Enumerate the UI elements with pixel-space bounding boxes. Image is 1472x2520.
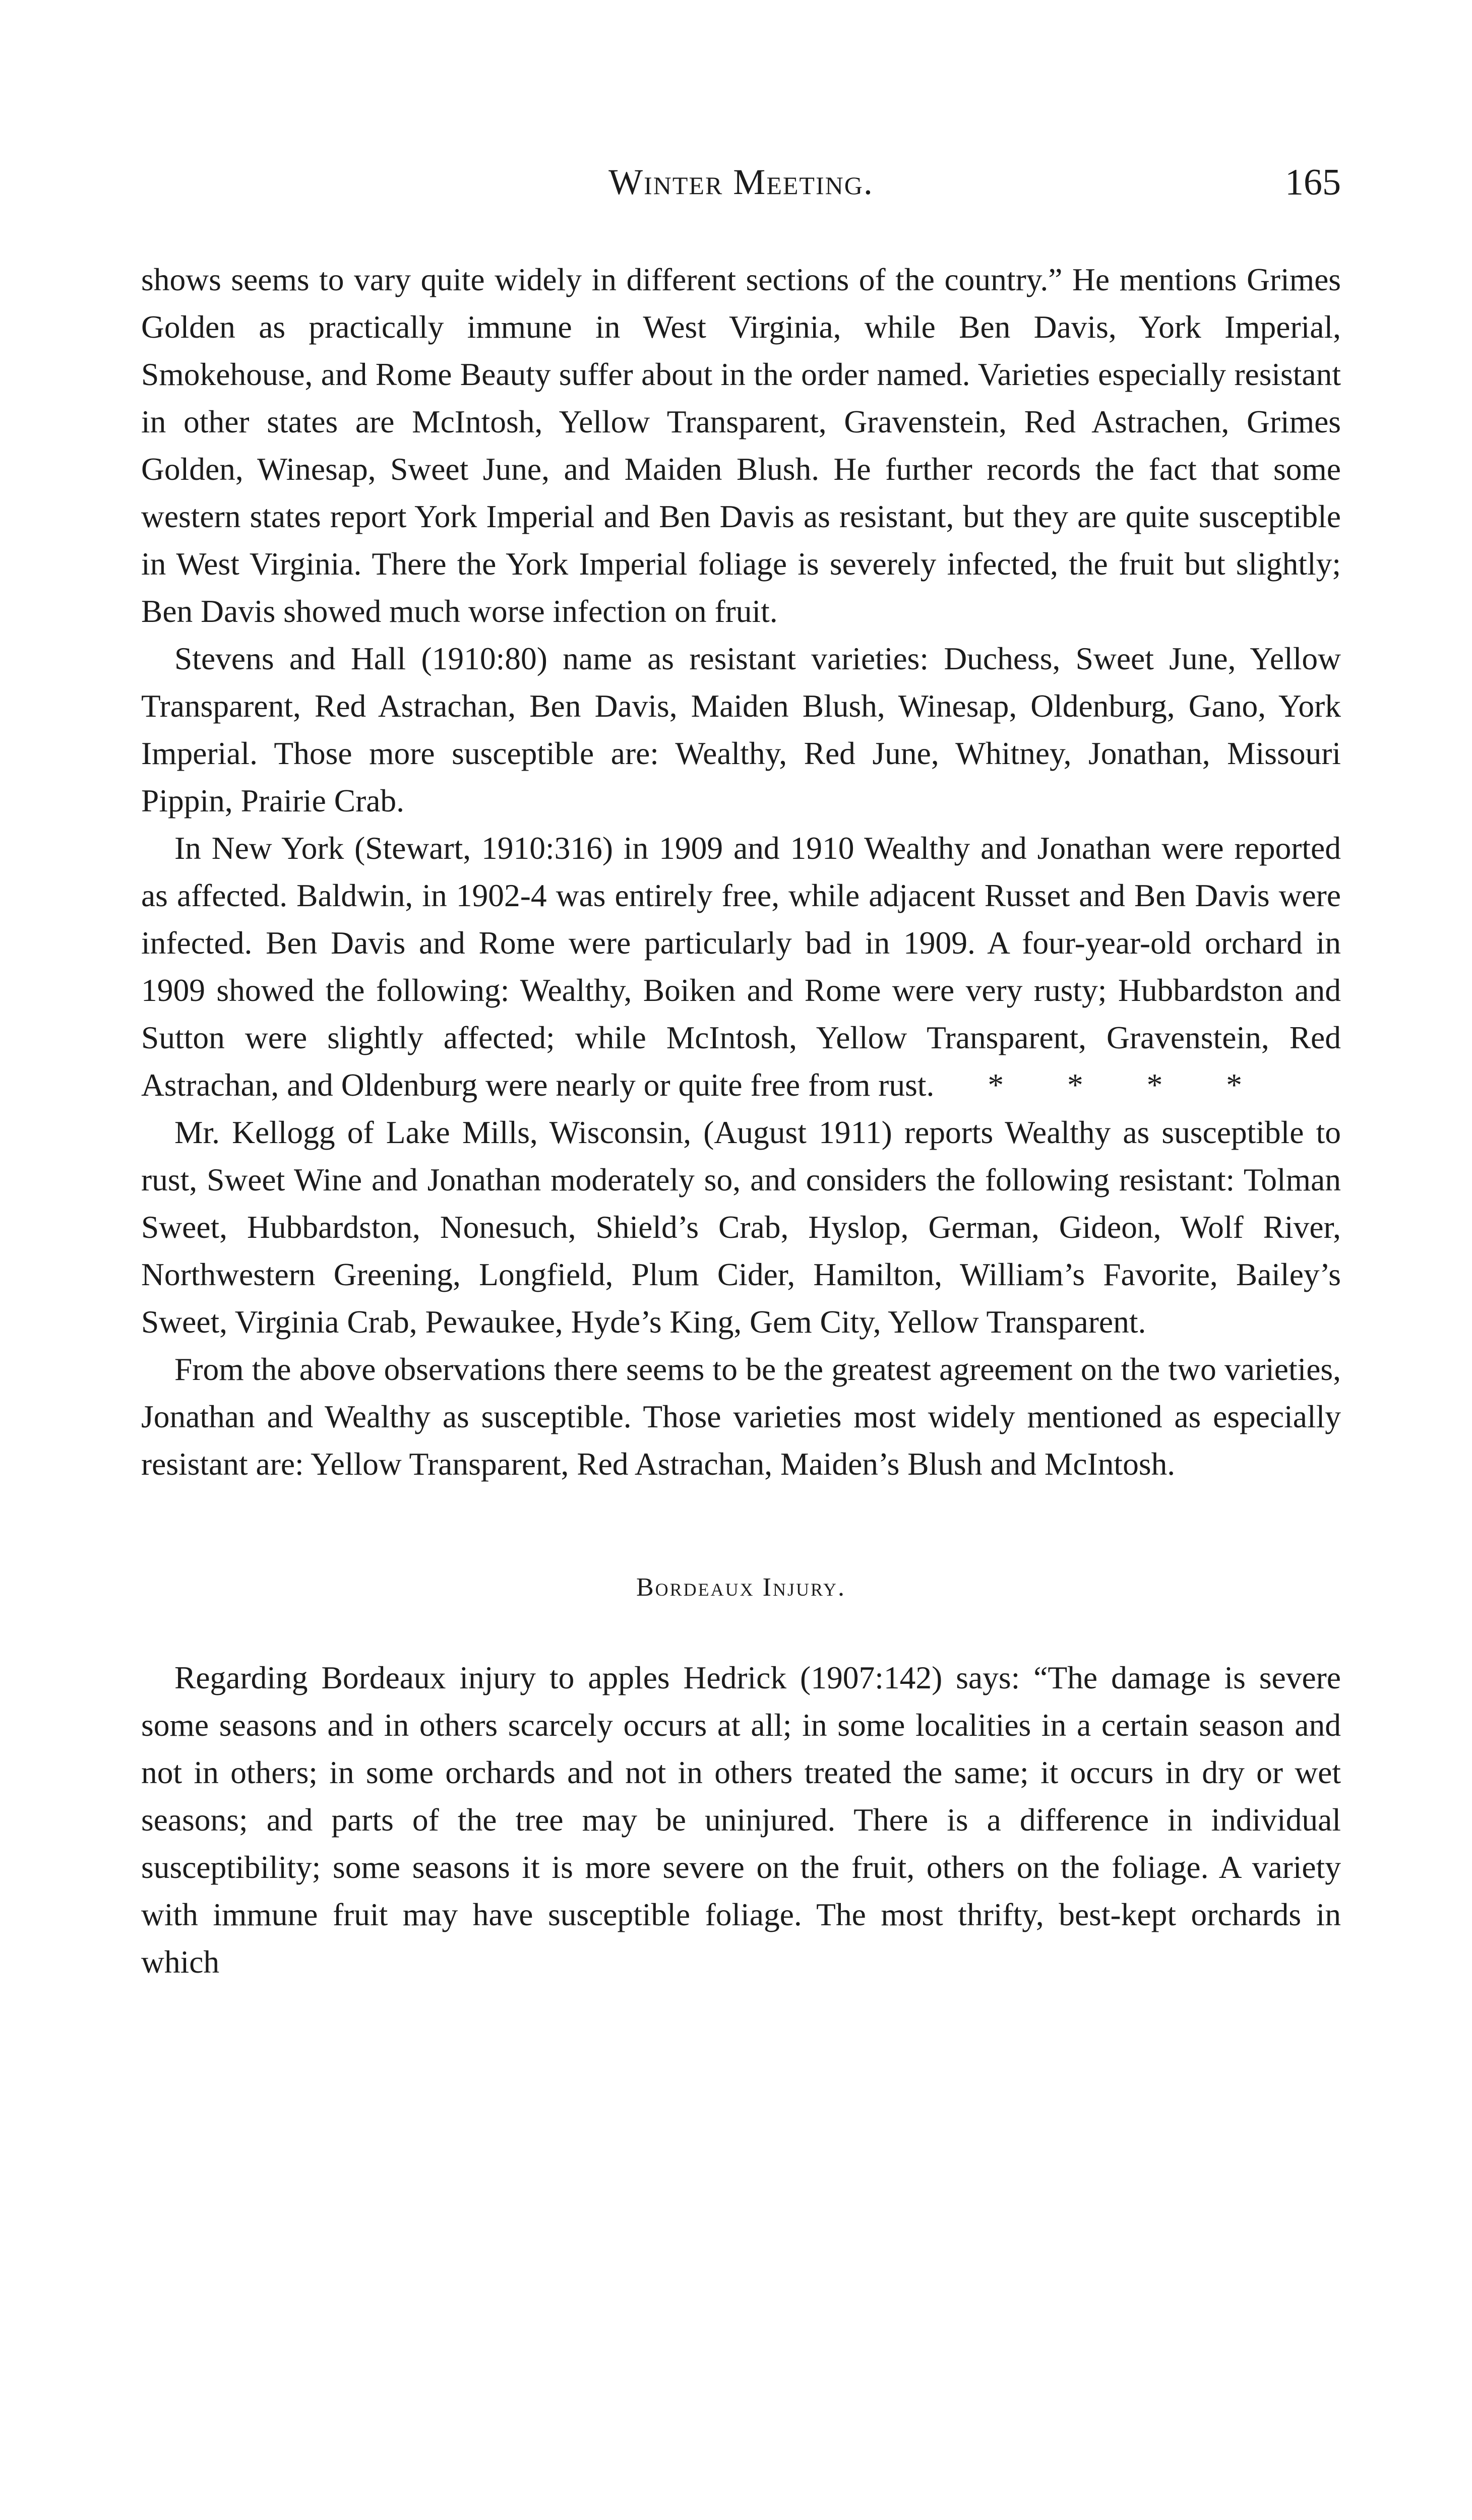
paragraph-continued: shows seems to vary quite widely in different sections of the country.” He mentions Grimes Golden as practically immune in West Virginia, while Ben Davis, York Imperial, Smokehouse, and Rome Beauty suffer about in the order named. Varieties especially resistant in other states are McIntosh, Yellow Transparent, Gravenstein, Red Astrachen, Grimes Golden, Winesap, Sweet June, and Maiden Blush. He further records the fact that some western states report York Imperial and Ben Davis as resistant, but they are quite susceptible in West Virginia. There the York Imperial foliage is severely infected, the fruit but slightly; Ben Davis showed much worse infection on fruit. xyxy=(141,262,1341,629)
paragraph-new-york xyxy=(141,825,1341,1109)
paragraph-stevens-hall: Stevens and Hall (1910:80) name as resistant varieties: Duchess, Sweet June, Yellow Transparent, Red Astrachan, Ben Davis, Maiden Blush, Winesap, Oldenburg, Gano, York Imperial. Those more susceptible are: Wealthy, Red June, Whitney, Jonathan, Missouri Pippin, Prairie Crab. xyxy=(141,641,1341,818)
section-heading: Bordeaux Injury. xyxy=(636,1573,846,1602)
paragraph-bordeaux: Regarding Bordeaux injury to apples Hedrick (1907:142) says: “The damage is severe some seasons and in others scarcely occurs at all; in some localities in a certain season and not in others; in some orchards and not in others treated the same; it occurs in dry or wet seasons; and parts of the tree may be uninjured. There is a difference in individual susceptibility; some seasons it is more severe on the fruit, others on the foliage. A variety with immune fruit may have susceptible foliage. The most thrifty, best-kept orchards in which xyxy=(141,1660,1341,1980)
ellipsis-asterisks: * * * * xyxy=(988,1067,1243,1103)
running-head xyxy=(141,161,1341,217)
page-number: 165 xyxy=(1285,162,1341,203)
paragraph-summary: From the above observations there seems to be the greatest agreement on the two varieties, Jonathan and Wealthy as susceptible. Those varieties most widely mentioned as especially resistant are: Yellow Transparent, Red Astrachan, Maiden’s Blush and McIntosh. xyxy=(141,1351,1341,1482)
running-title: Winter Meeting. xyxy=(608,162,874,202)
paragraph-kellogg: Mr. Kellogg of Lake Mills, Wisconsin, (August 1911) reports Wealthy as susceptible to rust, Sweet Wine and Jonathan moderately so, and considers the following resistant: Tolman Sweet, Hubbardston, Nonesuch, Shield’s Crab, Hyslop, German, Gideon, Wolf River, Northwestern Greening, Longfield, Plum Cider, Hamilton, William’s Favorite, Bailey’s Sweet, Virginia Crab, Pewaukee, Hyde’s King, Gem City, Yellow Transparent. xyxy=(141,1114,1341,1340)
body-text xyxy=(141,256,1341,1986)
paragraph-new-york-text: In New York (Stewart, 1910:316) in 1909 and 1910 Wealthy and Jonathan were reported as affected. Baldwin, in 1902-4 was entirely free, while adjacent Russet and Ben Davis were infected. Ben Davis and Rome were particularly bad in 1909. A four-year-old orchard in 1909 showed the following: Wealthy, Boiken and Rome were very rusty; Hubbardston and Sutton were slightly affected; while McIntosh, Yellow Transparent, Gravenstein, Red Astrachan, and Oldenburg were nearly or quite free from rust. xyxy=(141,830,1341,1103)
